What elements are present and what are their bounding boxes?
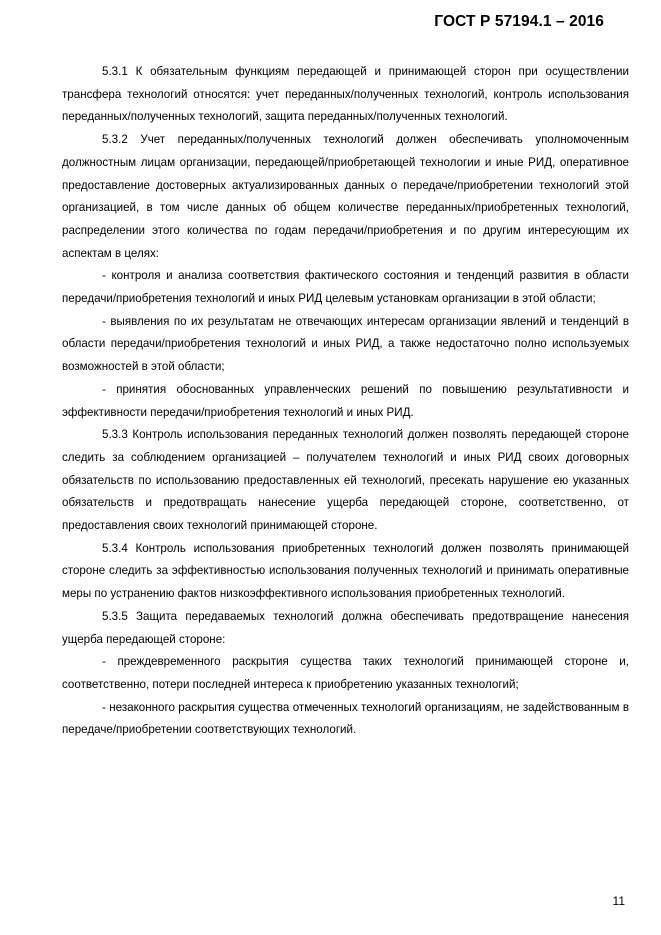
paragraph-5-3-1: 5.3.1 К обязательным функциям передающей и принимающей сторон при осуществлении трансфера технологий относятся: учет переданных/полученных технологий, контроль использования переданных/полученных технологий, защита переданных/полученных технологий. [62,65,629,124]
list-item-decisions: - принятия обоснованных управленческих решений по повышению результативности и эффективности передачи/приобретения технологий и иных РИД. [62,382,629,419]
standard-code-header: ГОСТ Р 57194.1 – 2016 [434,13,604,30]
list-item-identification: - выявления по их результатам не отвечающих интересам организации явлений и тенденций в области передачи/приобретения технологий и иных РИД, а также недостаточно полно используемых возможностей в этой области; [62,314,629,374]
paragraph-5-3-4: 5.3.4 Контроль использования приобретенных технологий должен позволять принимающей стороне следить за эффективностью использования полученных технологий и принимать оперативные меры по устранению фактов низкоэффективного использования приобретенных технологий. [62,541,629,601]
paragraph-5-3-3: 5.3.3 Контроль использования переданных технологий должен позволять передающей стороне следить за соблюдением организацией – получателем технологий и иных РИД своих договорных обязательств по использованию предоставленных ей технологий, пресекать нарушение ею указанных обязательств и предотвращать нанесение ущерба передающей стороне, соответственно, от предоставления своих технологий принимающей стороне. [62,428,629,533]
list-item-illegal-disclosure: - незаконного раскрытия существа отмеченных технологий организациям, не задействованным в передаче/приобретении соответствующих технологий. [62,700,629,737]
paragraph-5-3-5: 5.3.5 Защита передаваемых технологий должна обеспечивать предотвращение нанесения ущерба передающей стороне: [62,609,629,646]
paragraph-5-3-2: 5.3.2 Учет переданных/полученных технологий должен обеспечивать уполномоченным должностным лицам организации, передающей/приобретающей технологии и иные РИД, оперативное предоставление достоверных актуализированных данных о передаче/приобретении технологий этой организацией, в том числе данных об общем количестве переданных/приобретенных технологий, распределении этого количества по годам передачи/приобретения и по другим интересующим их аспектам в целях: [62,133,629,260]
page-number: 11 [612,894,625,908]
document-body [62,61,629,742]
list-item-premature-disclosure: - преждевременного раскрытия существа таких технологий принимающей стороне и, соответственно, потери последней интереса к приобретению указанных технологий; [62,655,629,691]
list-item-control-analysis: - контроля и анализа соответствия фактического состояния и тенденций развития в области передачи/приобретения технологий и иных РИД целевым установкам организации в этой области; [62,269,629,306]
